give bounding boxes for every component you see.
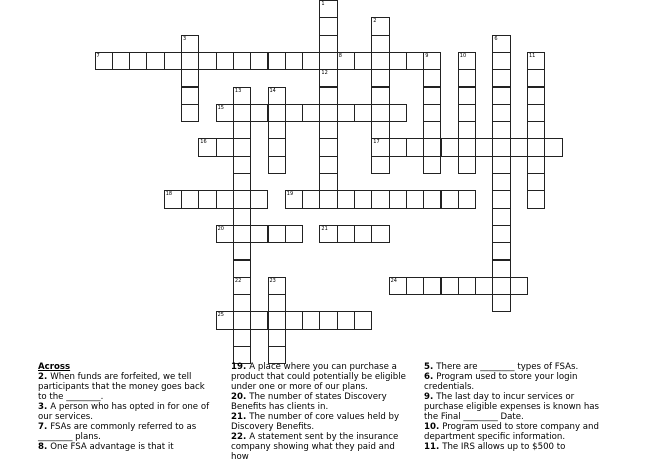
grid-cell[interactable] <box>337 52 355 70</box>
grid-cell[interactable] <box>423 190 441 208</box>
grid-cell[interactable] <box>129 52 147 70</box>
clue-number-label: 5. <box>424 362 437 372</box>
grid-cell[interactable] <box>268 225 286 243</box>
grid-cell[interactable] <box>250 52 268 70</box>
grid-cell[interactable] <box>527 190 545 208</box>
clue-number: 21 <box>321 225 328 232</box>
grid-cell[interactable] <box>423 69 441 87</box>
grid-cell[interactable] <box>319 138 337 156</box>
clue-number: 25 <box>217 312 224 319</box>
clue-number-label: 21. <box>231 412 250 422</box>
grid-cell[interactable] <box>319 35 337 53</box>
grid-cell[interactable] <box>233 87 251 105</box>
grid-cell[interactable] <box>544 138 562 156</box>
grid-cell[interactable] <box>233 329 251 347</box>
grid-cell[interactable] <box>181 69 199 87</box>
grid-cell[interactable] <box>492 190 510 208</box>
grid-cell[interactable] <box>527 121 545 139</box>
grid-cell[interactable] <box>319 225 337 243</box>
grid-cell[interactable] <box>371 17 389 35</box>
clue-number: 9 <box>425 52 429 59</box>
clue-number-label: 8. <box>38 442 51 452</box>
grid-cell[interactable] <box>527 138 545 156</box>
grid-cell[interactable] <box>112 52 130 70</box>
clue-item <box>231 412 413 432</box>
clue-number: 13 <box>234 87 242 94</box>
clue-number-label: 9. <box>424 392 437 402</box>
grid-cell[interactable] <box>527 156 545 174</box>
grid-cell[interactable] <box>216 52 234 70</box>
clue-number: 16 <box>200 139 207 146</box>
clue-number-label: 22. <box>231 432 250 442</box>
grid-cell[interactable] <box>337 190 355 208</box>
clue-number-label: 10. <box>424 422 443 432</box>
grid-cell[interactable] <box>492 260 510 278</box>
grid-cell[interactable] <box>233 208 251 226</box>
grid-cell[interactable] <box>458 104 476 122</box>
clue-item <box>424 392 604 422</box>
grid-cell[interactable] <box>233 104 251 122</box>
clue-text: Program used to store your login credentials. <box>424 372 578 392</box>
clue-item <box>424 372 604 392</box>
clue-number: 20 <box>217 225 224 232</box>
grid-cell[interactable] <box>268 87 286 105</box>
grid-cell[interactable] <box>492 225 510 243</box>
clue-item <box>38 402 216 422</box>
grid-cell[interactable] <box>475 277 493 295</box>
clue-number-label: 11. <box>424 442 443 452</box>
grid-cell[interactable] <box>354 311 372 329</box>
clue-number-label: 3. <box>38 402 51 412</box>
clue-text: The last day to incur services or purchase eligible expenses is known has the Final ________ Date. <box>424 392 600 422</box>
grid-cell[interactable] <box>527 173 545 191</box>
grid-cell[interactable] <box>389 138 407 156</box>
clue-number-label: 7. <box>38 422 51 432</box>
clue-number: 23 <box>269 277 276 284</box>
grid-cell[interactable] <box>250 311 268 329</box>
grid-cell[interactable] <box>492 173 510 191</box>
grid-cell[interactable] <box>319 17 337 35</box>
clue-column-3 <box>424 362 604 452</box>
clue-number: 3 <box>183 35 187 42</box>
grid-cell[interactable] <box>389 190 407 208</box>
clue-item <box>231 392 413 412</box>
grid-cell[interactable] <box>354 52 372 70</box>
clue-number: 2 <box>373 18 377 25</box>
grid-cell[interactable] <box>146 52 164 70</box>
grid-cell[interactable] <box>250 225 268 243</box>
grid-cell[interactable] <box>423 156 441 174</box>
grid-cell[interactable] <box>371 104 389 122</box>
grid-cell[interactable] <box>181 190 199 208</box>
grid-cell[interactable] <box>371 138 389 156</box>
grid-cell[interactable] <box>302 311 320 329</box>
grid-cell[interactable] <box>302 104 320 122</box>
grid-cell[interactable] <box>181 35 199 53</box>
grid-cell[interactable] <box>198 190 216 208</box>
grid-cell[interactable] <box>216 225 234 243</box>
grid-cell[interactable] <box>233 277 251 295</box>
grid-cell[interactable] <box>164 190 182 208</box>
grid-cell[interactable] <box>492 242 510 260</box>
grid-cell[interactable] <box>527 69 545 87</box>
clue-number: 18 <box>165 191 173 198</box>
grid-cell[interactable] <box>233 225 251 243</box>
grid-cell[interactable] <box>216 104 234 122</box>
clue-number: 22 <box>234 277 242 284</box>
grid-cell[interactable] <box>423 138 441 156</box>
grid-cell[interactable] <box>181 87 199 105</box>
grid-cell[interactable] <box>268 52 286 70</box>
clue-item <box>38 372 216 402</box>
grid-cell[interactable] <box>250 190 268 208</box>
clue-item <box>424 442 604 452</box>
grid-cell[interactable] <box>319 87 337 105</box>
grid-cell[interactable] <box>406 277 424 295</box>
grid-cell[interactable] <box>268 138 286 156</box>
grid-cell[interactable] <box>354 190 372 208</box>
clue-text: One FSA advantage is that it <box>50 442 174 452</box>
grid-cell[interactable] <box>492 69 510 87</box>
clue-text: Program used to store company and department specific information. <box>424 422 599 442</box>
grid-cell[interactable] <box>233 138 251 156</box>
grid-cell[interactable] <box>371 35 389 53</box>
grid-cell[interactable] <box>268 294 286 312</box>
clue-number-label: 2. <box>38 372 51 382</box>
grid-cell[interactable] <box>319 173 337 191</box>
grid-cell[interactable] <box>527 104 545 122</box>
clue-text: A statement sent by the insurance company showing what they paid and how <box>231 432 399 462</box>
grid-cell[interactable] <box>371 225 389 243</box>
grid-cell[interactable] <box>337 104 355 122</box>
grid-cell[interactable] <box>458 277 476 295</box>
clue-item <box>231 362 413 392</box>
clue-number: 14 <box>269 87 276 94</box>
grid-cell[interactable] <box>285 311 303 329</box>
grid-cell[interactable] <box>319 104 337 122</box>
grid-cell[interactable] <box>492 156 510 174</box>
grid-cell[interactable] <box>492 294 510 312</box>
grid-cell[interactable] <box>423 277 441 295</box>
grid-cell[interactable] <box>371 156 389 174</box>
grid-cell[interactable] <box>354 104 372 122</box>
grid-cell[interactable] <box>441 277 459 295</box>
grid-cell[interactable] <box>458 121 476 139</box>
grid-cell[interactable] <box>527 52 545 70</box>
grid-cell[interactable] <box>250 104 268 122</box>
grid-cell[interactable] <box>371 190 389 208</box>
clue-heading: Across <box>38 362 71 372</box>
grid-cell[interactable] <box>510 277 528 295</box>
clue-number: 24 <box>390 277 397 284</box>
grid-cell[interactable] <box>181 52 199 70</box>
grid-cell[interactable] <box>198 52 216 70</box>
grid-cell[interactable] <box>268 311 286 329</box>
grid-cell[interactable] <box>406 138 424 156</box>
clue-column-1 <box>38 362 216 452</box>
clue-number: 12 <box>321 70 328 77</box>
grid-cell[interactable] <box>423 104 441 122</box>
clue-text: When funds are forfeited, we tell participants that the money goes back to the ________. <box>38 372 205 402</box>
grid-cell[interactable] <box>492 35 510 53</box>
grid-cell[interactable] <box>441 190 459 208</box>
grid-cell[interactable] <box>319 121 337 139</box>
grid-cell[interactable] <box>458 87 476 105</box>
clue-number-label: 19. <box>231 362 250 372</box>
grid-cell[interactable] <box>492 104 510 122</box>
grid-cell[interactable] <box>216 190 234 208</box>
grid-cell[interactable] <box>268 121 286 139</box>
grid-cell[interactable] <box>233 260 251 278</box>
grid-cell[interactable] <box>389 277 407 295</box>
grid-cell[interactable] <box>354 225 372 243</box>
clue-number: 19 <box>286 191 294 198</box>
grid-cell[interactable] <box>337 225 355 243</box>
grid-cell[interactable] <box>319 156 337 174</box>
grid-cell[interactable] <box>268 156 286 174</box>
grid-cell[interactable] <box>337 311 355 329</box>
grid-cell[interactable] <box>492 121 510 139</box>
grid-cell[interactable] <box>285 190 303 208</box>
grid-cell[interactable] <box>492 208 510 226</box>
clue-column-2 <box>231 362 413 462</box>
grid-cell[interactable] <box>319 0 337 18</box>
grid-cell[interactable] <box>233 294 251 312</box>
grid-cell[interactable] <box>458 190 476 208</box>
grid-cell[interactable] <box>406 190 424 208</box>
clue-number: 11 <box>529 52 536 59</box>
clue-text: A place where you can purchase a product that could potentially be eligible under one or more of our plans. <box>231 362 406 392</box>
clue-text: The number of states Discovery Benefits has clients in. <box>231 392 387 412</box>
clue-item <box>38 442 216 452</box>
grid-cell[interactable] <box>216 311 234 329</box>
clue-number-label: 6. <box>424 372 437 382</box>
grid-cell[interactable] <box>302 190 320 208</box>
clue-item <box>231 432 413 462</box>
grid-cell[interactable] <box>458 69 476 87</box>
grid-cell[interactable] <box>233 121 251 139</box>
grid-cell[interactable] <box>233 156 251 174</box>
grid-cell[interactable] <box>527 87 545 105</box>
grid-cell[interactable] <box>406 52 424 70</box>
clue-item <box>424 422 604 442</box>
clue-text: FSAs are commonly referred to as ________ plans. <box>38 422 197 442</box>
grid-cell[interactable] <box>492 138 510 156</box>
grid-cell[interactable] <box>285 225 303 243</box>
clue-text: There are ________ types of FSAs. <box>436 362 579 372</box>
grid-cell[interactable] <box>458 52 476 70</box>
grid-cell[interactable] <box>319 190 337 208</box>
grid-cell[interactable] <box>371 52 389 70</box>
grid-cell[interactable] <box>233 311 251 329</box>
grid-cell[interactable] <box>268 329 286 347</box>
grid-cell[interactable] <box>492 87 510 105</box>
grid-cell[interactable] <box>510 138 528 156</box>
grid-cell[interactable] <box>389 52 407 70</box>
grid-cell[interactable] <box>423 52 441 70</box>
clue-item <box>38 422 216 442</box>
clue-number: 17 <box>373 139 380 146</box>
grid-cell[interactable] <box>302 52 320 70</box>
grid-cell[interactable] <box>268 277 286 295</box>
clue-number: 1 <box>321 1 325 7</box>
grid-cell[interactable] <box>441 138 459 156</box>
clue-text: The IRS allows up to $500 to <box>442 442 566 452</box>
grid-cell[interactable] <box>423 87 441 105</box>
grid-cell[interactable] <box>458 156 476 174</box>
grid-cell[interactable] <box>164 52 182 70</box>
grid-cell[interactable] <box>198 138 216 156</box>
clue-text: The number of core values held by Discovery Benefits. <box>231 412 400 432</box>
clue-text: A person who has opted in for one of our services. <box>38 402 210 422</box>
grid-cell[interactable] <box>389 104 407 122</box>
clue-item <box>424 362 604 372</box>
grid-cell[interactable] <box>492 277 510 295</box>
clue-number: 7 <box>96 52 100 59</box>
grid-cell[interactable] <box>319 69 337 87</box>
grid-cell[interactable] <box>181 104 199 122</box>
grid-cell[interactable] <box>233 242 251 260</box>
grid-cell[interactable] <box>371 121 389 139</box>
clue-number: 8 <box>338 52 342 59</box>
clue-number: 15 <box>217 104 224 111</box>
grid-cell[interactable] <box>492 52 510 70</box>
grid-cell[interactable] <box>285 104 303 122</box>
grid-cell[interactable] <box>95 52 113 70</box>
grid-cell[interactable] <box>233 190 251 208</box>
grid-cell[interactable] <box>233 173 251 191</box>
grid-cell[interactable] <box>423 121 441 139</box>
grid-cell[interactable] <box>371 87 389 105</box>
grid-cell[interactable] <box>458 138 476 156</box>
grid-cell[interactable] <box>233 52 251 70</box>
clue-number: 10 <box>459 52 467 59</box>
clue-list <box>0 362 650 462</box>
grid-cell[interactable] <box>319 311 337 329</box>
clue-number-label: 20. <box>231 392 250 402</box>
grid-cell[interactable] <box>285 52 303 70</box>
grid-cell[interactable] <box>371 69 389 87</box>
grid-cell[interactable] <box>268 104 286 122</box>
clue-number: 6 <box>494 35 498 42</box>
grid-cell[interactable] <box>216 138 234 156</box>
grid-cell[interactable] <box>475 138 493 156</box>
